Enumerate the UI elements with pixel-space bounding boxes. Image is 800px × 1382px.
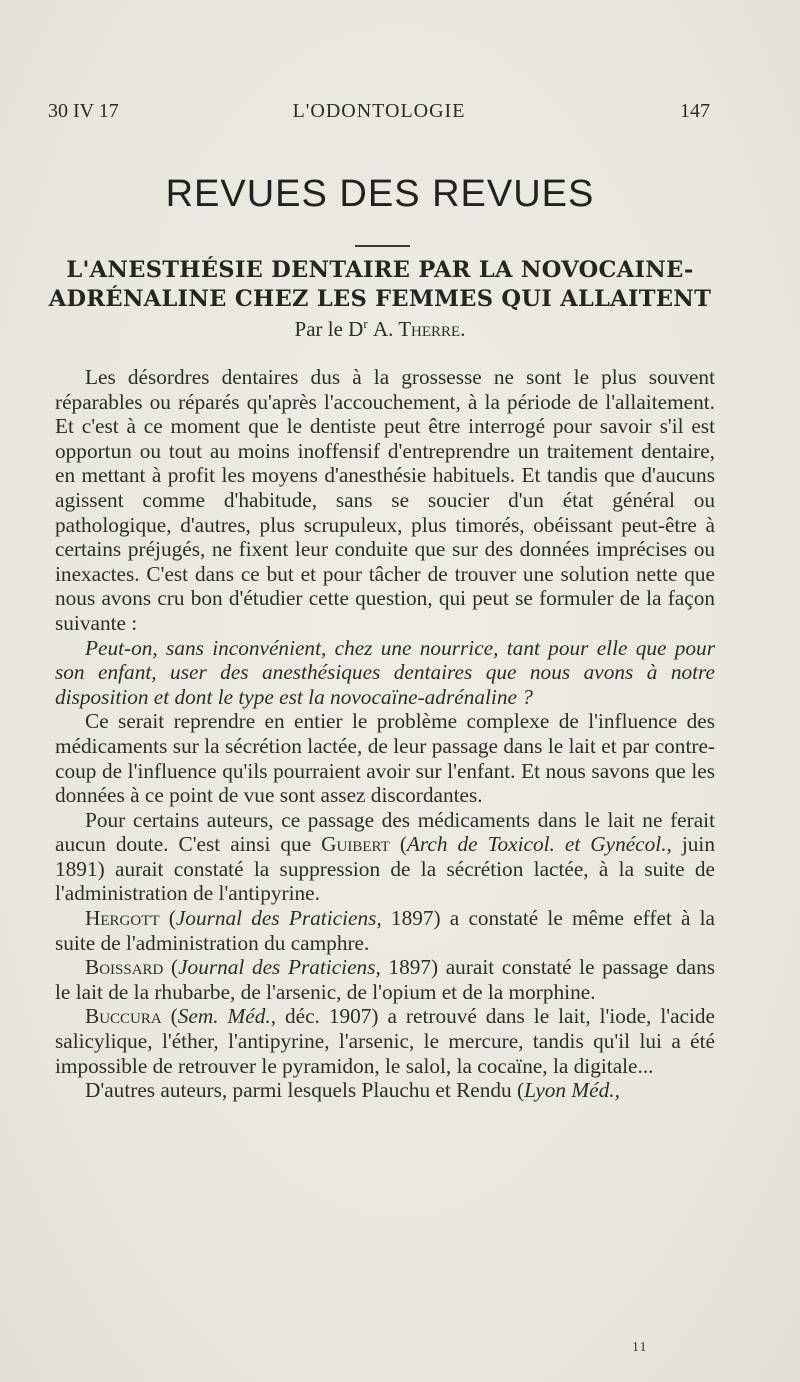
p7-source: Sem. Méd.,	[177, 1004, 277, 1029]
title-rule	[355, 245, 410, 247]
issue-date: 30 IV 17	[48, 100, 119, 122]
paragraph-1: Les désordres dentaires dus à la grossesse ne sont le plus souvent réparables ou réparés qu'après l'accouchement, à la période de l'allaitement. Et c'est à ce moment que le dentiste peut être interrogé pour savoir s'il est opportun ou tout au moins inoffensif d'entreprendre un traitement dentaire, en mettant à profit les moyens d'anesthésie habituels. Et tandis que d'aucuns agissent comme d'habitude, sans se soucier d'un état général ou pathologique, d'autres, plus scrupuleux, plus timorés, obéissant peut-être à certains préjugés, ne fixent leur conduite que sur des données imprécises ou inexactes. C'est dans ce but et pour tâcher de trouver une solution nette que nous avons cru bon d'étudier cette question, qui peut se formuler de la façon suivante :	[55, 365, 715, 635]
article-title	[40, 256, 720, 314]
byline-author: A. Therre.	[372, 317, 466, 341]
paragraph-6	[55, 955, 715, 1004]
byline	[0, 316, 760, 342]
p7-text-a: (	[161, 1004, 178, 1029]
paragraph-4	[55, 808, 715, 906]
paragraph-3: Ce serait reprendre en entier le problème complexe de l'influence des médicaments sur la sécrétion lactée, de leur passage dans le lait et par contre-coup de l'influence qu'ils pourraient avoir sur l'enfant. Et nous savons que les données à ce point de vue sont assez discordantes.	[55, 709, 715, 808]
byline-superscript: r	[363, 316, 368, 331]
p5-source: Journal des Praticiens,	[175, 906, 382, 931]
paragraph-8	[55, 1078, 715, 1103]
byline-prefix: Par le D	[294, 317, 364, 341]
article-body	[55, 365, 715, 1103]
article-title-line-2: ADRÉNALINE CHEZ LES FEMMES QUI ALLAITENT	[48, 286, 712, 312]
signature-mark: 11	[632, 1340, 648, 1355]
p4-text-b: (	[389, 832, 407, 857]
p6-author: Boissard	[85, 955, 164, 980]
p4-source: Arch de Toxicol. et Gynécol.	[406, 832, 667, 857]
p5-text-b: 1897) a constaté le même effet à la suite de l'administration du camphre.	[55, 906, 716, 955]
p8-source: Lyon Méd.,	[524, 1078, 620, 1103]
p4-text-a: Pour certains auteurs, ce passage des médicaments dans le lait ne ferait aucun doute. C'est ainsi que	[55, 807, 715, 857]
p5-author: Hergott	[85, 906, 160, 931]
p6-source: Journal des Praticiens,	[178, 955, 381, 980]
article-title-line-1: L'ANESTHÉSIE DENTAIRE PAR LA NOVOCAINE-	[66, 257, 694, 283]
running-head	[48, 100, 710, 130]
p4-author: Guibert	[321, 832, 390, 857]
section-title: REVUES DES REVUES	[165, 173, 595, 215]
journal-name: L'ODONTOLOGIE	[292, 100, 466, 122]
paragraph-question: Peut-on, sans inconvénient, chez une nourrice, tant pour elle que pour son enfant, user des anesthésiques dentaires que nous avons à notre disposition et dont le type est la novocaïne-adrénaline ?	[55, 635, 715, 709]
p4-text-c: , juin 1891) aurait constaté la suppression de la sécrétion lactée, à la suite de l'administration de l'antipyrine.	[55, 832, 715, 906]
p8-text-a: D'autres auteurs, parmi lesquels Plauchu et Rendu (	[85, 1078, 525, 1103]
p5-text-a: (	[159, 906, 176, 931]
page-number: 147	[680, 100, 710, 122]
paragraph-7	[55, 1004, 715, 1078]
paragraph-5	[55, 906, 715, 955]
p7-text-b: déc. 1907) a retrouvé dans le lait, l'iode, l'acide salicylique, l'éther, l'antipyrine, l'arsenic, le mercure, tandis qu'il lui a été impossible de retrouver le pyramidon, le salol, la cocaïne, la digitale...	[55, 1004, 716, 1078]
p6-text-b: 1897) aurait constaté le passage dans le lait de la rhubarbe, de l'arsenic, de l'opium et de la morphine.	[55, 955, 716, 1004]
p7-author: Buccura	[85, 1004, 162, 1029]
p6-text-a: (	[163, 955, 179, 980]
